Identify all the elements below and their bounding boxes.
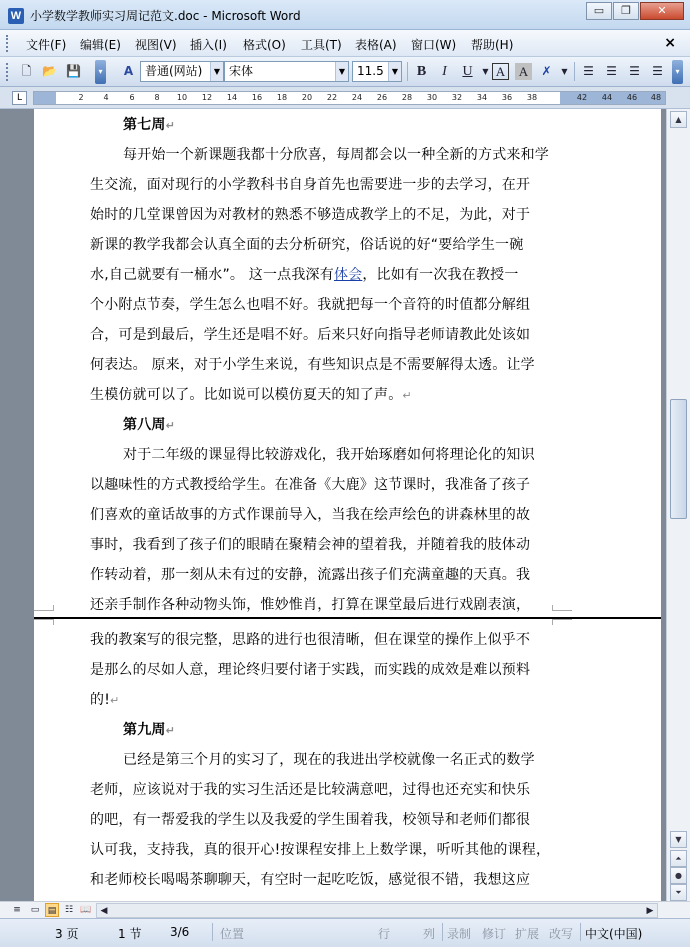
ruler-tick: 14 [226,93,238,102]
vertical-scrollbar[interactable] [666,109,690,901]
text-segment: ，比如有一次我在教授一 [362,267,519,283]
paragraph-mark-icon: ↵ [165,119,176,132]
text-line[interactable] [123,140,549,170]
left-margin-area [34,92,56,104]
line-text: 何表达。 原来，对于小学生来说，有些知识点是不需要解得太透。让学 [90,357,535,373]
text-line[interactable] [90,805,530,835]
line-text: 生模仿就可以了。比如说可以模仿夏天的知了声。 [90,387,403,403]
line-text: 认可我，支持我，真的很开心!按课程安排上上数学课，听听其他的课程， [90,842,551,858]
text-line[interactable] [90,170,530,200]
menu-bar [0,30,690,57]
style-value: 普通(网站) [145,64,203,78]
normal-view-icon[interactable]: ≡ [13,905,21,915]
line-text: 以趣味性的方式教授给学生。在准备《大鹿》这节课时，我准备了孩子 [90,477,531,493]
document-page[interactable] [34,619,661,901]
styles-pane-icon[interactable]: A [123,64,134,78]
ruler-bar [0,87,690,109]
text-line[interactable] [90,560,530,590]
scroll-right-icon[interactable]: ▶ [646,906,654,916]
menu-table[interactable]: 表格(A) [355,38,397,52]
text-line[interactable] [90,320,530,350]
status-separator [442,923,443,941]
paragraph-mark-icon: ↵ [165,724,176,737]
horizontal-scrollbar[interactable] [96,903,658,918]
ruler-tick: 32 [451,93,463,102]
open-folder-icon[interactable]: 📂 [42,64,57,78]
status-bar [0,918,690,947]
page-corner-mark [34,605,54,611]
toolbar-grip-icon[interactable] [6,63,9,81]
title-bar [0,0,690,30]
status-language[interactable]: 中文(中国) [585,927,643,941]
menu-insert[interactable]: 插入(I) [190,38,227,52]
page-corner-mark [552,605,572,611]
horizontal-ruler[interactable] [33,91,666,105]
ruler-tick: 28 [401,93,413,102]
scroll-down-icon[interactable]: ▼ [670,831,687,848]
font-value: 宋体 [229,64,254,78]
align-right-icon[interactable]: ☰ [629,64,640,78]
font-combo[interactable] [224,61,349,82]
ruler-tick: 30 [426,93,438,102]
window-title: 小学数学教师实习周记范文.doc - Microsoft Word [30,9,301,23]
menu-format[interactable]: 格式(O) [243,38,286,52]
line-text: 和老师校长喝喝茶聊聊天，有空时一起吃吃饭，感觉很不错，我想这应 [90,872,531,888]
outline-view-icon[interactable]: ☷ [64,905,74,915]
paragraph-mark-icon: ↵ [402,389,412,402]
menu-window[interactable]: 窗口(W) [411,38,457,52]
ruler-tick: 2 [78,93,84,102]
ruler-tick: 10 [176,93,188,102]
text-line[interactable] [90,590,530,620]
text-line[interactable] [90,775,530,805]
status-record[interactable]: 录制 [447,927,472,941]
line-text: 老师，应该说对于我的实习生活还是比较满意吧，过得也还充实和快乐 [90,782,531,798]
new-document-icon[interactable]: 🗋 [21,64,32,78]
document-page[interactable] [34,109,661,617]
ruler-tick: 6 [129,93,135,102]
status-page: 3 页 [55,927,79,941]
text-segment: 水,自己就要有一桶水”。 这一点我深有 [90,267,334,283]
line-text: 的! [90,692,111,708]
line-text: 是那么的尽如人意，理论终归要付诸于实践，而实践的成效是难以预料 [90,662,531,678]
save-icon[interactable]: 💾 [66,64,81,78]
justify-icon[interactable]: ☰ [652,64,663,78]
status-overtype[interactable]: 改写 [549,927,574,941]
page-corner-mark [552,619,572,625]
text-line[interactable] [123,745,535,775]
text-line[interactable] [90,230,523,260]
text-line[interactable] [90,625,530,655]
line-text: 个小附点节奏，学生怎么也唱不好。我就把每一个音符的时值都分解组 [90,297,531,313]
toolbar-separator [407,62,408,81]
scroll-up-icon[interactable]: ▲ [670,111,687,128]
ruler-tick: 16 [251,93,263,102]
text-line[interactable] [90,530,530,560]
reading-view-icon[interactable]: 📖 [80,905,92,915]
ruler-tick: 24 [351,93,363,102]
line-text: 始时的几堂课曾因为对教材的熟悉不够造成教学上的不足，为此，对于 [90,207,531,223]
status-section: 1 节 [118,927,142,941]
ruler-tick: 18 [276,93,288,102]
print-layout-view-icon[interactable]: ▤ [45,903,59,917]
ruler-tick: 48 [650,93,662,102]
menu-view[interactable]: 视图(V) [135,38,177,52]
heading-text: 第九周 [123,722,166,738]
toolbar-separator [574,62,575,81]
text-line[interactable] [90,260,519,290]
ruler-tick: 44 [601,93,613,102]
ruler-tick: 4 [103,93,109,102]
hyperlink[interactable]: 体会 [333,267,363,283]
ruler-tick: 38 [526,93,538,102]
toolbar-options-chevron-icon[interactable]: ▾ [672,60,683,84]
line-text: 我的教案写的很完整，思路的进行也很清晰，但在课堂的操作上似乎不 [90,632,531,648]
right-margin-area [560,92,665,104]
line-text: 已经是第三个月的实习了，现在的我进出学校就像一名正式的数学 [123,752,535,768]
text-line[interactable] [90,200,530,230]
line-text: 的吧，有一帮爱我的学生以及我爱的学生围着我，校领导和老师们都很 [90,812,531,828]
line-text: 事时，我看到了孩子们的眼睛在聚精会神的望着我，并随着我的肢体动 [90,537,531,553]
ruler-tick: 12 [201,93,213,102]
document-close-icon[interactable]: × [664,35,676,51]
style-combo[interactable] [140,61,224,82]
align-left-icon[interactable]: ☰ [583,64,594,78]
status-column: 列 [423,927,436,941]
font-size-value: 11.5 [357,64,384,78]
line-text: 还亲手制作各种动物头饰，惟妙惟肖，打算在课堂最后进行戏剧表演， [90,597,531,613]
ruler-tick: 46 [626,93,638,102]
ruler-tick: 8 [154,93,160,102]
text-line[interactable] [90,380,412,410]
text-line[interactable] [90,865,530,895]
text-line[interactable] [90,470,530,500]
status-page-of: 3/6 [170,925,190,939]
line-text: 合，可是到最后，学生还是唱不好。后来只好向指导老师请教此处该如 [90,327,531,343]
heading-text: 第七周 [123,117,166,133]
document-area[interactable] [0,109,666,901]
heading-text: 第八周 [123,417,166,433]
scrollbar-thumb[interactable] [115,904,690,917]
chevron-down-icon[interactable]: ▼ [482,67,489,76]
font-size-combo[interactable] [352,61,402,82]
status-position: 位置 [220,927,245,941]
window-controls [585,2,684,20]
scroll-left-icon[interactable]: ◀ [100,906,108,916]
text-line[interactable] [90,655,530,685]
ruler-tick: 42 [576,93,588,102]
chevron-down-icon[interactable]: ▼ [335,62,348,81]
toolbar-options-chevron-icon[interactable]: ▾ [95,60,106,84]
browse-object-icon[interactable]: ● [670,867,687,884]
section-heading[interactable] [123,410,175,440]
text-line[interactable] [123,440,535,470]
formatting-toolbar [0,57,690,87]
ruler-tick: 20 [301,93,313,102]
close-button[interactable]: ✕ [640,2,684,20]
word-app-icon[interactable]: W [8,8,24,24]
status-line: 行 [378,927,391,941]
text-line[interactable] [90,685,119,715]
section-heading[interactable] [123,715,175,745]
text-line[interactable] [90,290,530,320]
line-text: 作转动着，那一刻从未有过的安静，流露出孩子们充满童趣的天真。我 [90,567,531,583]
line-text: 生交流，面对现行的小学教科书自身首先也需要进一步的去学习，在开 [90,177,531,193]
ruler-tick: 26 [376,93,388,102]
line-text: 每开始一个新课题我都十分欣喜，每周都会以一种全新的方式来和学 [123,147,549,163]
underline-button[interactable]: U [462,64,473,79]
paragraph-mark-icon: ↵ [110,694,120,707]
section-heading[interactable] [123,110,175,140]
bold-button[interactable]: B [416,64,427,79]
line-text: 们喜欢的童话故事的方式作课前导入，当我在绘声绘色的讲森林里的故 [90,507,531,523]
next-page-icon[interactable]: ⏷ [670,884,687,901]
chevron-down-icon[interactable]: ▼ [388,62,401,81]
view-bar [0,901,690,918]
character-border-button[interactable]: A [492,63,509,80]
text-line[interactable] [90,500,530,530]
ruler-tick: 34 [476,93,488,102]
line-text: 对于二年级的课显得比较游戏化，我开始琢磨如何将理论化的知识 [123,447,535,463]
status-separator [212,923,213,941]
italic-button[interactable]: I [442,64,447,79]
menu-file[interactable]: 文件(F) [26,38,67,52]
tab-selector-button[interactable]: L [12,91,27,105]
menu-tools[interactable]: 工具(T) [301,38,342,52]
menu-edit[interactable]: 编辑(E) [80,38,121,52]
character-shading-button[interactable]: A [515,63,532,80]
paragraph-mark-icon: ↵ [165,419,176,432]
text-line[interactable] [90,835,550,865]
page-corner-mark [34,619,54,625]
menu-help[interactable]: 帮助(H) [471,38,514,52]
line-text: 新课的教学我都会认真全面的去分析研究，俗话说的好“要给学生一碗 [90,237,524,253]
status-track-changes[interactable]: 修订 [482,927,507,941]
status-extend[interactable]: 扩展 [515,927,540,941]
toolbar-grip-icon[interactable] [6,35,9,52]
status-separator [580,923,581,941]
restore-button[interactable]: ❐ [613,2,639,20]
previous-page-icon[interactable]: ⏶ [670,850,687,867]
chevron-down-icon[interactable]: ▼ [561,67,568,76]
chevron-down-icon[interactable]: ▼ [210,62,223,81]
ruler-tick: 36 [501,93,513,102]
align-center-icon[interactable]: ☰ [606,64,617,78]
minimize-button[interactable]: ▭ [586,2,612,20]
web-view-icon[interactable]: ▭ [30,905,40,915]
scrollbar-thumb[interactable] [670,399,687,519]
highlight-icon[interactable]: ✗ [541,64,552,78]
text-line[interactable] [90,350,535,380]
ruler-tick: 22 [326,93,338,102]
